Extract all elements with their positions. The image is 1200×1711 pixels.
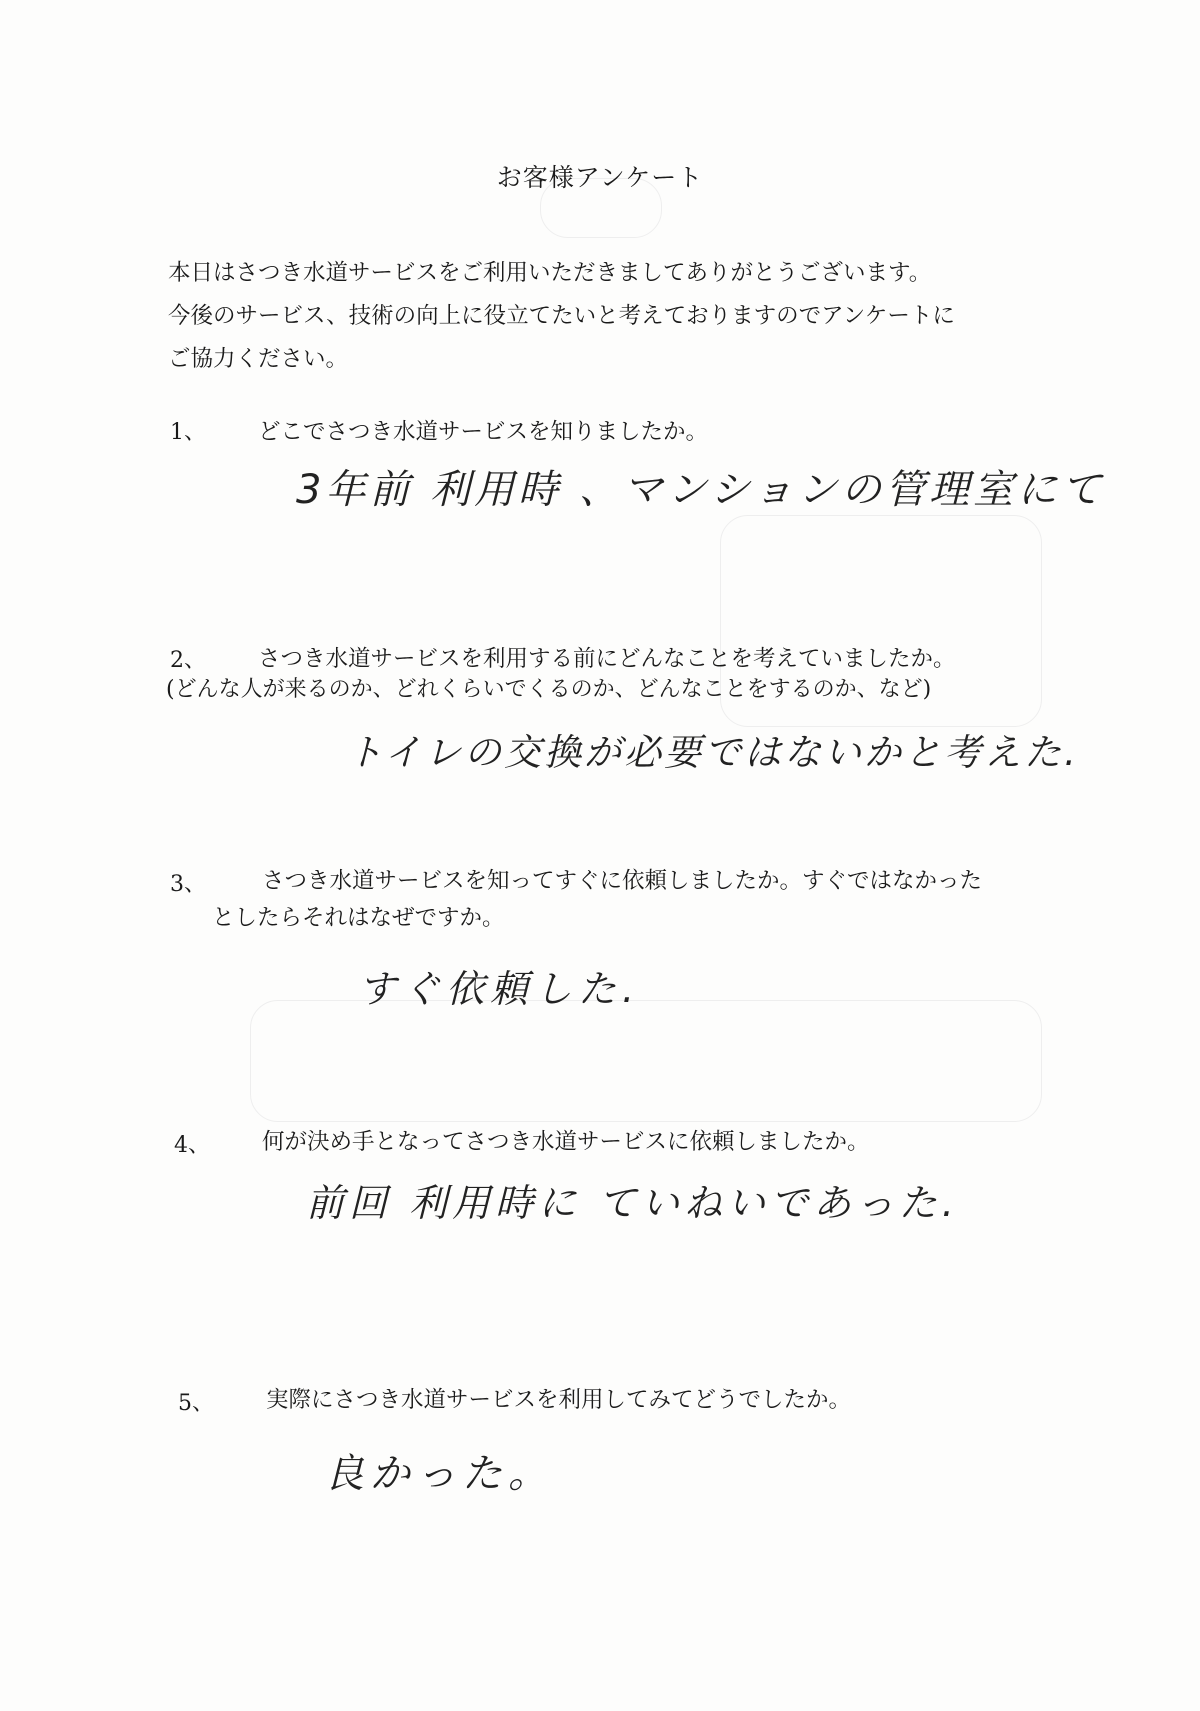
question-text: さつき水道サービスを利用する前にどんなことを考えていましたか。 <box>258 646 956 672</box>
intro-line: 今後のサービス、技術の向上に役立てたいと考えておりますのでアンケートに <box>168 303 955 329</box>
question-text: 何が決め手となってさつき水道サービスに依頼しましたか。 <box>262 1129 870 1155</box>
question-subtext: (どんな人が来るのか、どれくらいでくるのか、どんなことをするのか、など) <box>166 677 932 702</box>
handwritten-answer: 良かった。 <box>324 1451 554 1497</box>
intro-paragraph <box>168 252 1068 381</box>
question-number: 1、 <box>170 420 206 445</box>
question-text: どこでさつき水道サービスを知りましたか。 <box>258 419 709 445</box>
intro-line: 本日はさつき水道サービスをご利用いただきましてありがとうございます。 <box>168 260 932 286</box>
question-subtext: としたらそれはなぜですか。 <box>212 905 505 931</box>
question-number: 3、 <box>170 872 206 897</box>
question-text: さつき水道サービスを知ってすぐに依頼しましたか。すぐではなかった <box>262 868 983 894</box>
question-text: 実際にさつき水道サービスを利用してみてどうでしたか。 <box>266 1387 852 1413</box>
question-number: 5、 <box>178 1391 214 1416</box>
question-number: 4、 <box>174 1133 210 1158</box>
question-number: 2、 <box>170 648 206 673</box>
handwritten-answer: すぐ依頼した. <box>358 967 641 1011</box>
bleed-through-box <box>250 1000 1042 1122</box>
handwritten-answer: 3年前 利用時 、マンションの管理室にて <box>296 467 1106 513</box>
page-title: お客様アンケート <box>496 163 704 192</box>
intro-line: ご協力ください。 <box>168 346 349 372</box>
handwritten-answer: トイレの交換が必要ではないかと考えた. <box>346 731 1079 774</box>
handwritten-answer: 前回 利用時に ていねいであった. <box>306 1181 959 1225</box>
